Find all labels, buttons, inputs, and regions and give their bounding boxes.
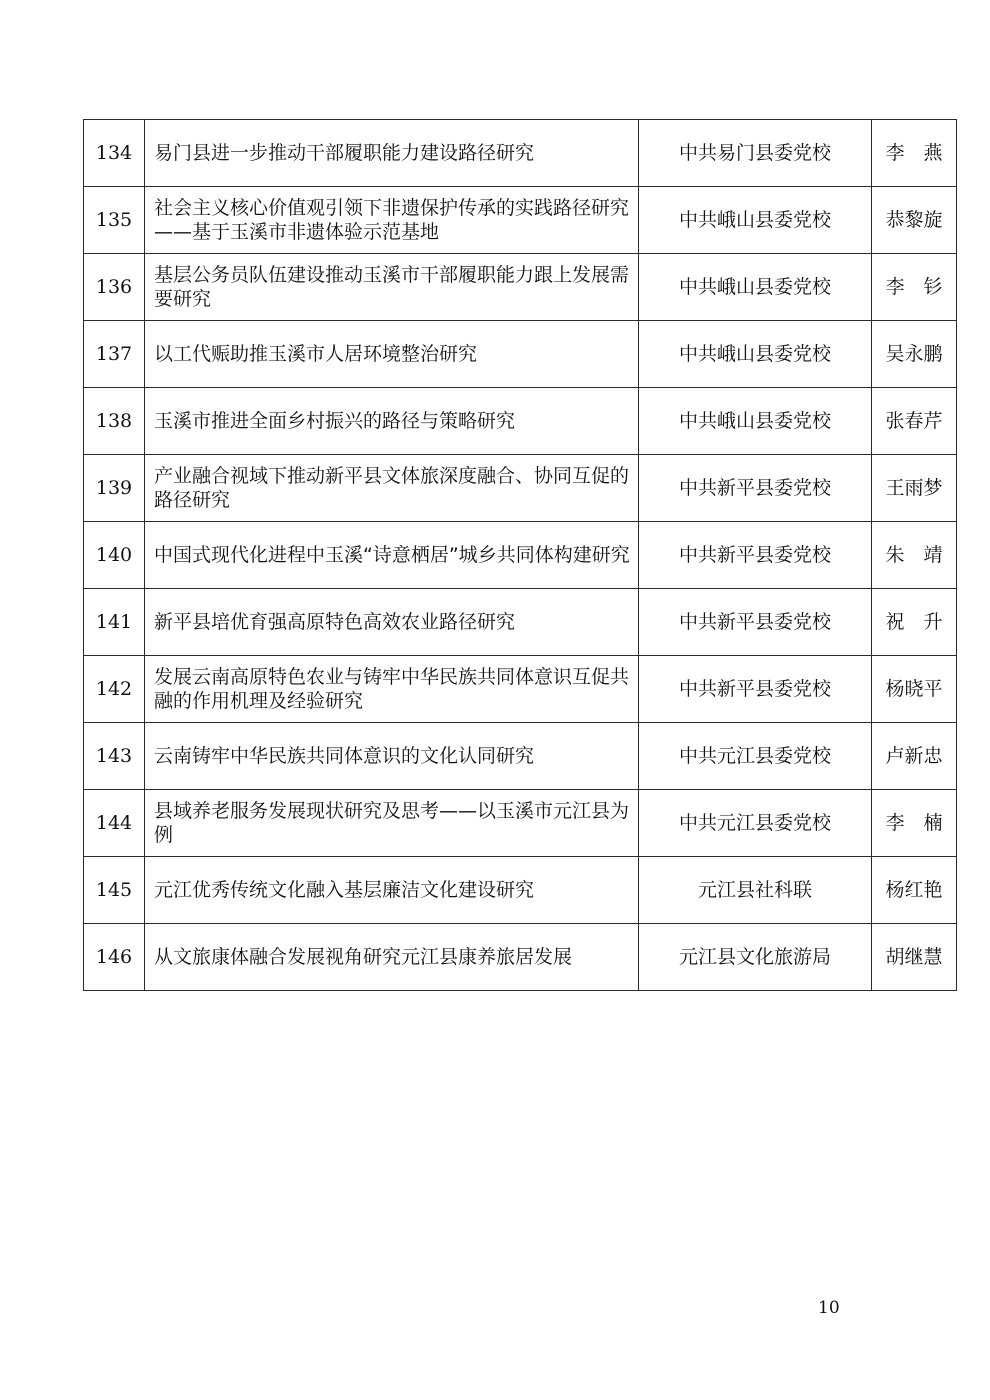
organization: 中共新平县委党校 bbox=[639, 522, 872, 589]
author: 王雨梦 bbox=[872, 455, 957, 522]
table-row bbox=[84, 790, 957, 857]
table-row bbox=[84, 321, 957, 388]
row-number: 139 bbox=[84, 455, 145, 522]
table-row bbox=[84, 656, 957, 723]
topic-title: 发展云南高原特色农业与铸牢中华民族共同体意识互促共融的作用机理及经验研究 bbox=[145, 656, 639, 723]
organization: 中共元江县委党校 bbox=[639, 723, 872, 790]
topic-title: 从文旅康体融合发展视角研究元江县康养旅居发展 bbox=[145, 924, 639, 991]
row-number: 144 bbox=[84, 790, 145, 857]
table-row bbox=[84, 924, 957, 991]
topic-title: 基层公务员队伍建设推动玉溪市干部履职能力跟上发展需要研究 bbox=[145, 254, 639, 321]
topic-title: 玉溪市推进全面乡村振兴的路径与策略研究 bbox=[145, 388, 639, 455]
row-number: 143 bbox=[84, 723, 145, 790]
organization: 中共峨山县委党校 bbox=[639, 187, 872, 254]
topic-title: 云南铸牢中华民族共同体意识的文化认同研究 bbox=[145, 723, 639, 790]
organization: 中共峨山县委党校 bbox=[639, 321, 872, 388]
table-row bbox=[84, 254, 957, 321]
topic-title: 县域养老服务发展现状研究及思考——以玉溪市元江县为例 bbox=[145, 790, 639, 857]
row-number: 140 bbox=[84, 522, 145, 589]
row-number: 135 bbox=[84, 187, 145, 254]
table-row bbox=[84, 857, 957, 924]
author: 李 燕 bbox=[872, 120, 957, 187]
table-row bbox=[84, 187, 957, 254]
organization: 中共新平县委党校 bbox=[639, 656, 872, 723]
author: 吴永鹏 bbox=[872, 321, 957, 388]
organization: 中共峨山县委党校 bbox=[639, 254, 872, 321]
page-number: 10 bbox=[818, 1298, 840, 1318]
author: 李 钐 bbox=[872, 254, 957, 321]
row-number: 136 bbox=[84, 254, 145, 321]
table-row bbox=[84, 723, 957, 790]
topic-title: 易门县进一步推动干部履职能力建设路径研究 bbox=[145, 120, 639, 187]
author: 张春芹 bbox=[872, 388, 957, 455]
author: 祝 升 bbox=[872, 589, 957, 656]
topic-title: 元江优秀传统文化融入基层廉洁文化建设研究 bbox=[145, 857, 639, 924]
research-topics-table bbox=[83, 119, 957, 991]
author: 胡继慧 bbox=[872, 924, 957, 991]
topic-title: 社会主义核心价值观引领下非遗保护传承的实践路径研究——基于玉溪市非遗体验示范基地 bbox=[145, 187, 639, 254]
topic-title: 以工代赈助推玉溪市人居环境整治研究 bbox=[145, 321, 639, 388]
author: 李 楠 bbox=[872, 790, 957, 857]
author: 朱 靖 bbox=[872, 522, 957, 589]
table-row bbox=[84, 455, 957, 522]
table-row bbox=[84, 589, 957, 656]
author: 杨红艳 bbox=[872, 857, 957, 924]
organization: 元江县文化旅游局 bbox=[639, 924, 872, 991]
row-number: 137 bbox=[84, 321, 145, 388]
organization: 中共元江县委党校 bbox=[639, 790, 872, 857]
row-number: 145 bbox=[84, 857, 145, 924]
row-number: 138 bbox=[84, 388, 145, 455]
table-row bbox=[84, 522, 957, 589]
author: 恭黎旋 bbox=[872, 187, 957, 254]
row-number: 141 bbox=[84, 589, 145, 656]
organization: 中共易门县委党校 bbox=[639, 120, 872, 187]
row-number: 134 bbox=[84, 120, 145, 187]
organization: 中共新平县委党校 bbox=[639, 589, 872, 656]
organization: 中共新平县委党校 bbox=[639, 455, 872, 522]
author: 卢新忠 bbox=[872, 723, 957, 790]
organization: 元江县社科联 bbox=[639, 857, 872, 924]
row-number: 146 bbox=[84, 924, 145, 991]
table-row bbox=[84, 120, 957, 187]
topic-title: 新平县培优育强高原特色高效农业路径研究 bbox=[145, 589, 639, 656]
organization: 中共峨山县委党校 bbox=[639, 388, 872, 455]
row-number: 142 bbox=[84, 656, 145, 723]
topic-title: 产业融合视域下推动新平县文体旅深度融合、协同互促的路径研究 bbox=[145, 455, 639, 522]
author: 杨晓平 bbox=[872, 656, 957, 723]
topic-title: 中国式现代化进程中玉溪“诗意栖居”城乡共同体构建研究 bbox=[145, 522, 639, 589]
table-row bbox=[84, 388, 957, 455]
